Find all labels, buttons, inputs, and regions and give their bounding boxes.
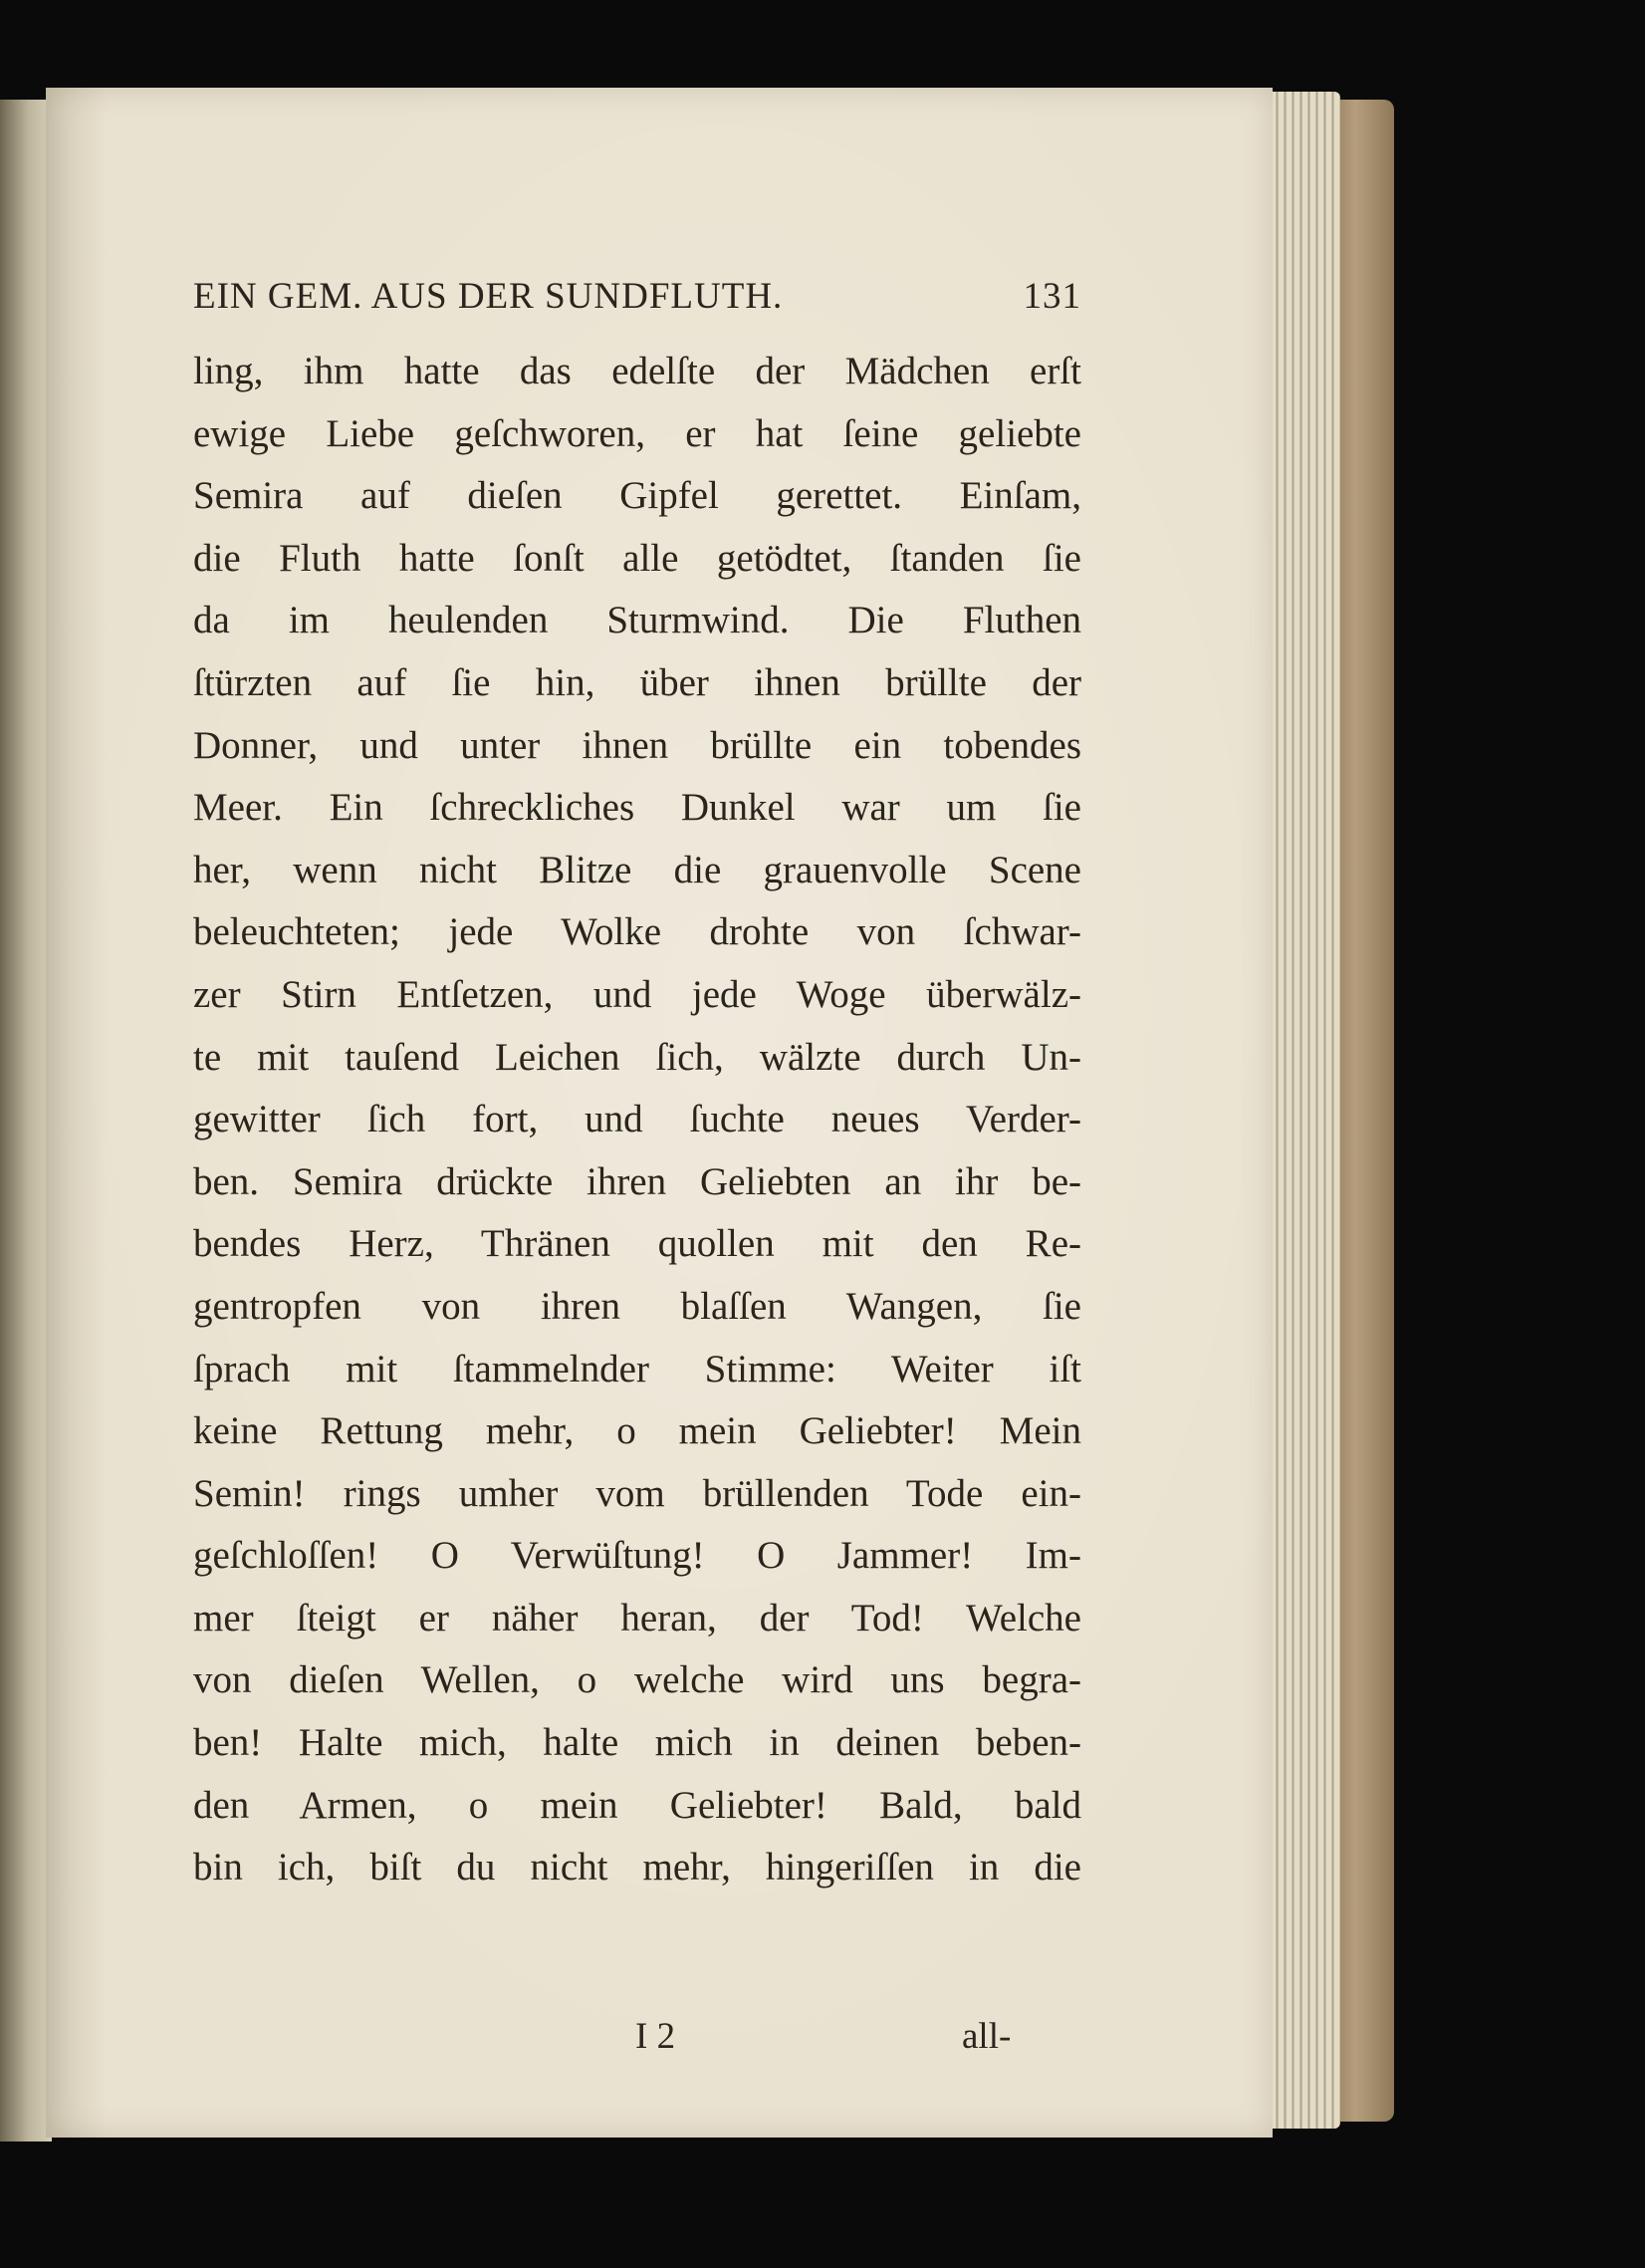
text-line: keine Rettung mehr, o mein Geliebter! Mein	[193, 1409, 1081, 1453]
text-line: Semin! rings umher vom brüllenden Tode ein-	[193, 1471, 1081, 1515]
text-line: ſprach mit ſtammelnder Stimme: Weiter iſt	[193, 1347, 1081, 1390]
page-number: 131	[1023, 276, 1081, 317]
signature-mark: I 2	[635, 2016, 676, 2057]
text-line: te mit tauſend Leichen ſich, wälzte durch Un-	[193, 1035, 1081, 1079]
text-line: die Fluth hatte ſonſt alle getödtet, ſtanden ſie	[193, 536, 1081, 580]
body-text	[193, 341, 1081, 1899]
text-line: Donner, und unter ihnen brüllte ein tobendes	[193, 723, 1081, 767]
text-block	[193, 275, 1081, 1899]
text-line: da im heulenden Sturmwind. Die Fluthen	[193, 599, 1081, 642]
text-line: bin ich, biſt du nicht mehr, hingeriſſen in die	[193, 1846, 1081, 1890]
text-line: den Armen, o mein Geliebter! Bald, bald	[193, 1783, 1081, 1827]
cover-board-edge	[1334, 100, 1394, 2122]
text-line: von dieſen Wellen, o welche wird uns begra-	[193, 1658, 1081, 1702]
previous-page-edge	[0, 100, 52, 2142]
text-line: gewitter ſich fort, und ſuchte neues Verder-	[193, 1098, 1081, 1141]
text-line: ben. Semira drückte ihren Geliebten an ihr be-	[193, 1159, 1081, 1203]
text-line: her, wenn nicht Blitze die grauenvolle Scene	[193, 848, 1081, 891]
text-line: ben! Halte mich, halte mich in deinen beben-	[193, 1721, 1081, 1765]
running-head	[193, 275, 1081, 337]
text-line: gentropfen von ihren blaſſen Wangen, ſie	[193, 1284, 1081, 1328]
book-page	[46, 88, 1273, 2138]
text-line: ling, ihm hatte das edelſte der Mädchen erſt	[193, 350, 1081, 392]
page-footer	[193, 2015, 1081, 2075]
text-line: Meer. Ein ſchreckliches Dunkel war um ſie	[193, 786, 1081, 830]
text-line: geſchloſſen! O Verwüſtung! O Jammer! Im-	[193, 1534, 1081, 1578]
running-head-title: EIN GEM. AUS DER SUNDFLUTH.	[193, 276, 784, 317]
text-line: beleuchteten; jede Wolke drohte von ſchwar-	[193, 910, 1081, 954]
text-line: ewige Liebe geſchworen, er hat ſeine geliebte	[193, 411, 1081, 455]
text-line: bendes Herz, Thränen quollen mit den Re-	[193, 1222, 1081, 1266]
text-line: Semira auf dieſen Gipfel gerettet. Einſam,	[193, 474, 1081, 518]
catchword: all-	[962, 2016, 1012, 2057]
page-edges	[1263, 92, 1340, 2129]
text-line: mer ſteigt er näher heran, der Tod! Welche	[193, 1596, 1081, 1639]
text-line: ſtürzten auf ſie hin, über ihnen brüllte der	[193, 660, 1081, 704]
text-line: zer Stirn Entſetzen, und jede Woge überwälz-	[193, 972, 1081, 1016]
